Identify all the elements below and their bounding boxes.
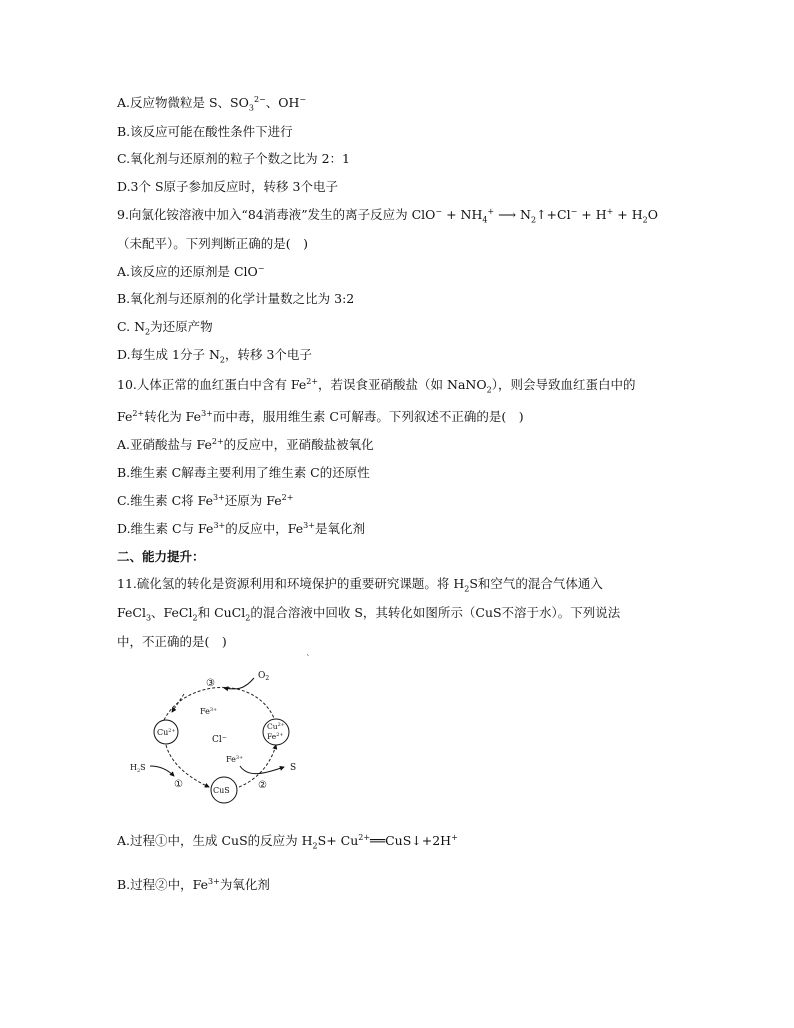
step-3-label: ③: [206, 678, 215, 689]
fe3-mid-label: $Fe^{3+}$: [226, 755, 244, 764]
q10-stem-line2: $Fe^{2+}$转化为 $Fe^{3+}$而中毒，服用维生素 C可解毒。下列叙述不正确的是( ): [117, 408, 524, 424]
fe3-top-label: $Fe^{3+}$: [200, 707, 218, 716]
q9-option-c: C. $N_2$为还原产物: [117, 319, 213, 337]
cycle-dashed-path-lower-left: [166, 745, 209, 787]
q9-option-b: B.氧化剂与还原剂的化学计量数之比为 3:2: [117, 291, 355, 306]
q9-option-d: D.每生成 1分子 $N_2$，转移 3个电子: [117, 347, 312, 365]
q8-option-a-text: A.反应物微粒是 S、SO: [117, 95, 249, 110]
q10-option-c: C.维生素 C将 $Fe^{3+}$还原为 $Fe^{2+}$: [117, 492, 294, 508]
s-output-arrow: [240, 766, 284, 774]
q9-stem-line1: 9.向氯化铵溶液中加入“84消毒液”发生的离子反应为 $ClO^- + NH_4^+$ ⟶ $N_2↑+Cl^- + H^+ + H_2O$: [117, 206, 658, 225]
q8-option-c: C.氧化剂与还原剂的粒子个数之比为 2：1: [117, 151, 350, 166]
cycle-arrow-top-left: [172, 694, 184, 712]
section-heading: 二、能力提升：: [117, 549, 205, 564]
q9-stem-line2: （未配平）。下列判断正确的是( ): [117, 236, 309, 251]
q11-stem-line1: 11.硫化氢的转化是资源利用和环境保护的重要研究课题。将 $H_2S$和空气的混合气体通入: [117, 576, 603, 594]
cu2-left-label: $Cu^{2+}$: [157, 728, 176, 737]
o2-label: $O_2$: [258, 671, 270, 682]
s-output-label: S: [290, 763, 297, 773]
cu2-right-label: $Cu^{2+}$: [267, 722, 285, 731]
q11-option-a: A.过程①中，生成 CuS的反应为 $H_2S+$ $Cu^{2+}══CuS↓+2H^+$: [117, 832, 458, 851]
q8-option-a: A.反应物微粒是 S、$SO_3^{2-}$、OH−: [117, 94, 307, 113]
q10-option-d: D.维生素 C与 $Fe^{3+}$的反应中，$Fe^{3+}$是氧化剂: [117, 520, 365, 536]
reaction-cycle-diagram: [124, 662, 314, 807]
stray-tick-mark: `: [306, 655, 311, 665]
step-2-label: ②: [258, 780, 267, 791]
cus-label: CuS: [213, 786, 230, 795]
q11-stem-line2: FeCl$_3$、FeCl$_2$和 CuCl$_2$的混合溶液中回收 S，其转化如图所示（CuS不溶于水）。下列说法: [117, 605, 621, 623]
q11-option-b: B.过程②中，$Fe^{3+}$为氧化剂: [117, 876, 270, 892]
q9-option-a: A.该反应的还原剂是 ClO−: [117, 263, 265, 279]
q10-option-a: A.亚硝酸盐与 $Fe^{2+}$的反应中，亚硝酸盐被氧化: [117, 436, 374, 452]
q11-stem-line3: 中，不正确的是( ): [117, 634, 227, 649]
q10-option-b: B.维生素 C解毒主要利用了维生素 C的还原性: [117, 465, 370, 480]
fe2-right-label: $Fe^{2+}$: [267, 732, 284, 741]
step-1-label: ①: [174, 779, 183, 790]
q10-stem-line1: 10.人体正常的血红蛋白中含有 $Fe^{2+}$，若误食亚硝酸盐（如 NaNO$_2$），则会导致血红蛋白中的: [117, 376, 636, 395]
q8-option-b: B.该反应可能在酸性条件下进行: [117, 124, 293, 139]
cycle-dashed-path: [164, 687, 274, 720]
h2s-label: $H_2S$: [130, 763, 146, 774]
h2s-arrow: [150, 766, 174, 776]
cl-center-label: Cl−: [212, 734, 227, 745]
q8-option-d: D.3个 S原子参加反应时，转移 3个电子: [117, 179, 338, 194]
